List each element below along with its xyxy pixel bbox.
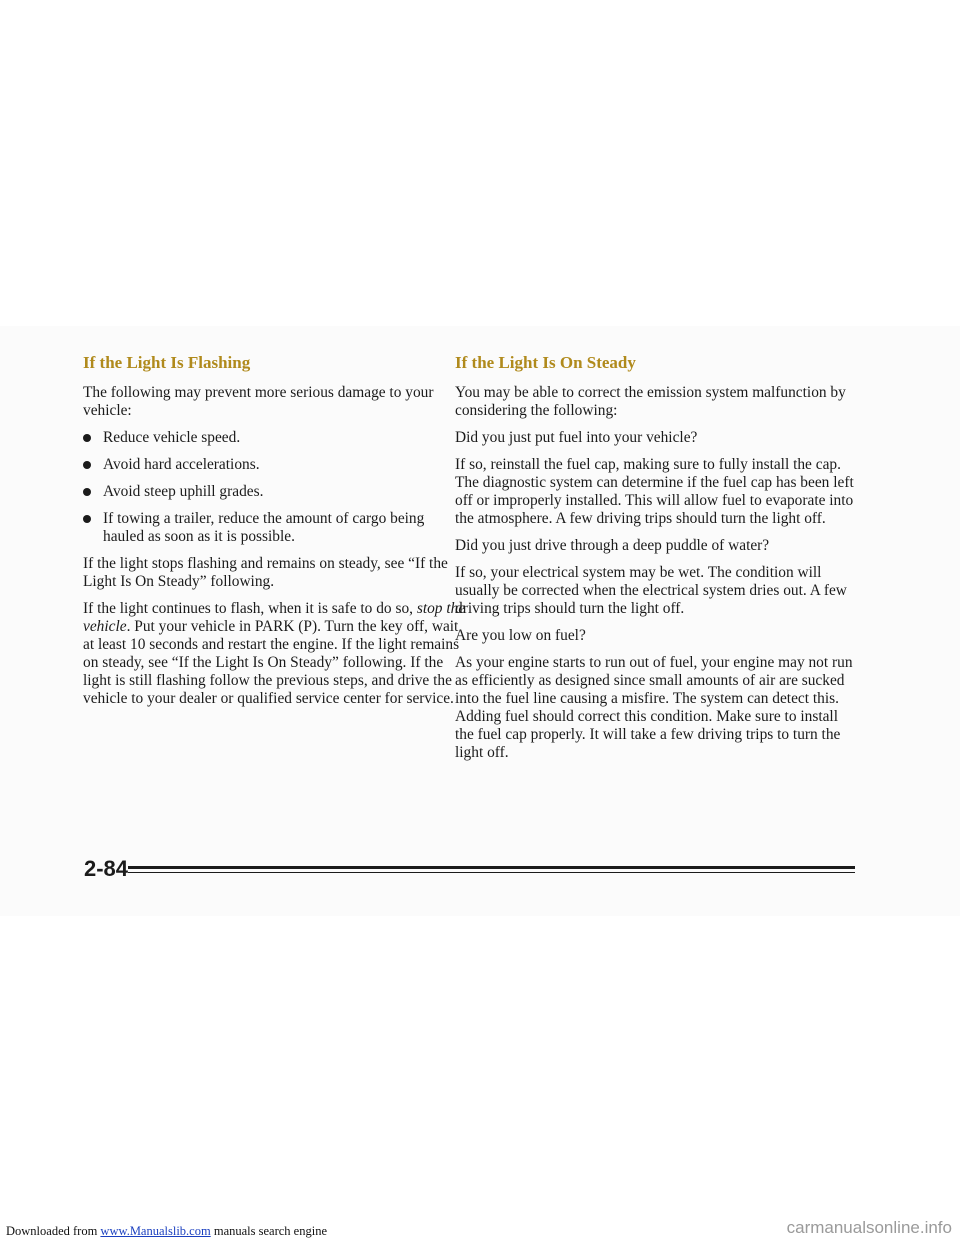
bullet-icon <box>83 515 91 523</box>
list-item: Reduce vehicle speed. <box>83 429 468 447</box>
watermark-text: carmanualsonline.info <box>786 1218 952 1237</box>
paragraph: If the light continues to flash, when it is safe to do so, stop the vehicle. Put your vehicle in PARK (P). Turn the key off, wait at least 10 seconds and restart the engine. If the light remains on steady, see “If the Light Is On Steady” following. If the light is still flashing follow the previous steps, and drive the vehicle to your dealer or qualified service center for service. <box>83 600 466 707</box>
section-heading-flashing: If the Light Is Flashing <box>83 353 251 372</box>
list-item: Avoid hard accelerations. <box>83 456 468 474</box>
list-item: If towing a trailer, reduce the amount of cargo being hauled as soon as it is possible. <box>83 510 468 546</box>
intro-paragraph: The following may prevent more serious damage to your vehicle: <box>83 384 434 419</box>
right-column <box>455 352 855 771</box>
bullet-icon <box>83 488 91 496</box>
paragraph: If so, reinstall the fuel cap, making sure to fully install the cap. The diagnostic system can determine if the fuel cap has been left off or improperly installed. This will allow fuel to evaporate into the atmosphere. A few driving trips should turn the light off. <box>455 456 854 527</box>
paragraph: As your engine starts to run out of fuel, your engine may not run as efficiently as designed since small amounts of air are sucked into the fuel line causing a misfire. The system can detect this. Adding fuel should correct this condition. Make sure to install the fuel cap properly. It will take a few driving trips to turn the light off. <box>455 654 853 761</box>
paragraph: Did you just drive through a deep puddle of water? <box>455 537 770 554</box>
paragraph: Are you low on fuel? <box>455 627 586 644</box>
paragraph: You may be able to correct the emission system malfunction by considering the following: <box>455 384 846 419</box>
list-item: Avoid steep uphill grades. <box>83 483 468 501</box>
bullet-icon <box>83 434 91 442</box>
paragraph: Did you just put fuel into your vehicle? <box>455 429 698 446</box>
bullet-icon <box>83 461 91 469</box>
paragraph: If the light stops flashing and remains on steady, see “If the Light Is On Steady” following. <box>83 555 448 590</box>
manualslib-link[interactable]: www.Manualslib.com <box>100 1224 211 1238</box>
left-column <box>83 352 468 717</box>
page-number: 2-84 <box>84 856 129 881</box>
footer-rule <box>128 866 855 869</box>
section-heading-steady: If the Light Is On Steady <box>455 353 636 372</box>
footer-rule-thin <box>128 872 855 873</box>
paragraph: If so, your electrical system may be wet. The condition will usually be corrected when the electrical system dries out. A few driving trips should turn the light off. <box>455 564 847 617</box>
download-footer: Downloaded from www.Manualslib.com manuals search engine <box>6 1224 327 1238</box>
emphasis-text: stop the vehicle <box>83 600 466 635</box>
bullet-list <box>83 429 468 546</box>
